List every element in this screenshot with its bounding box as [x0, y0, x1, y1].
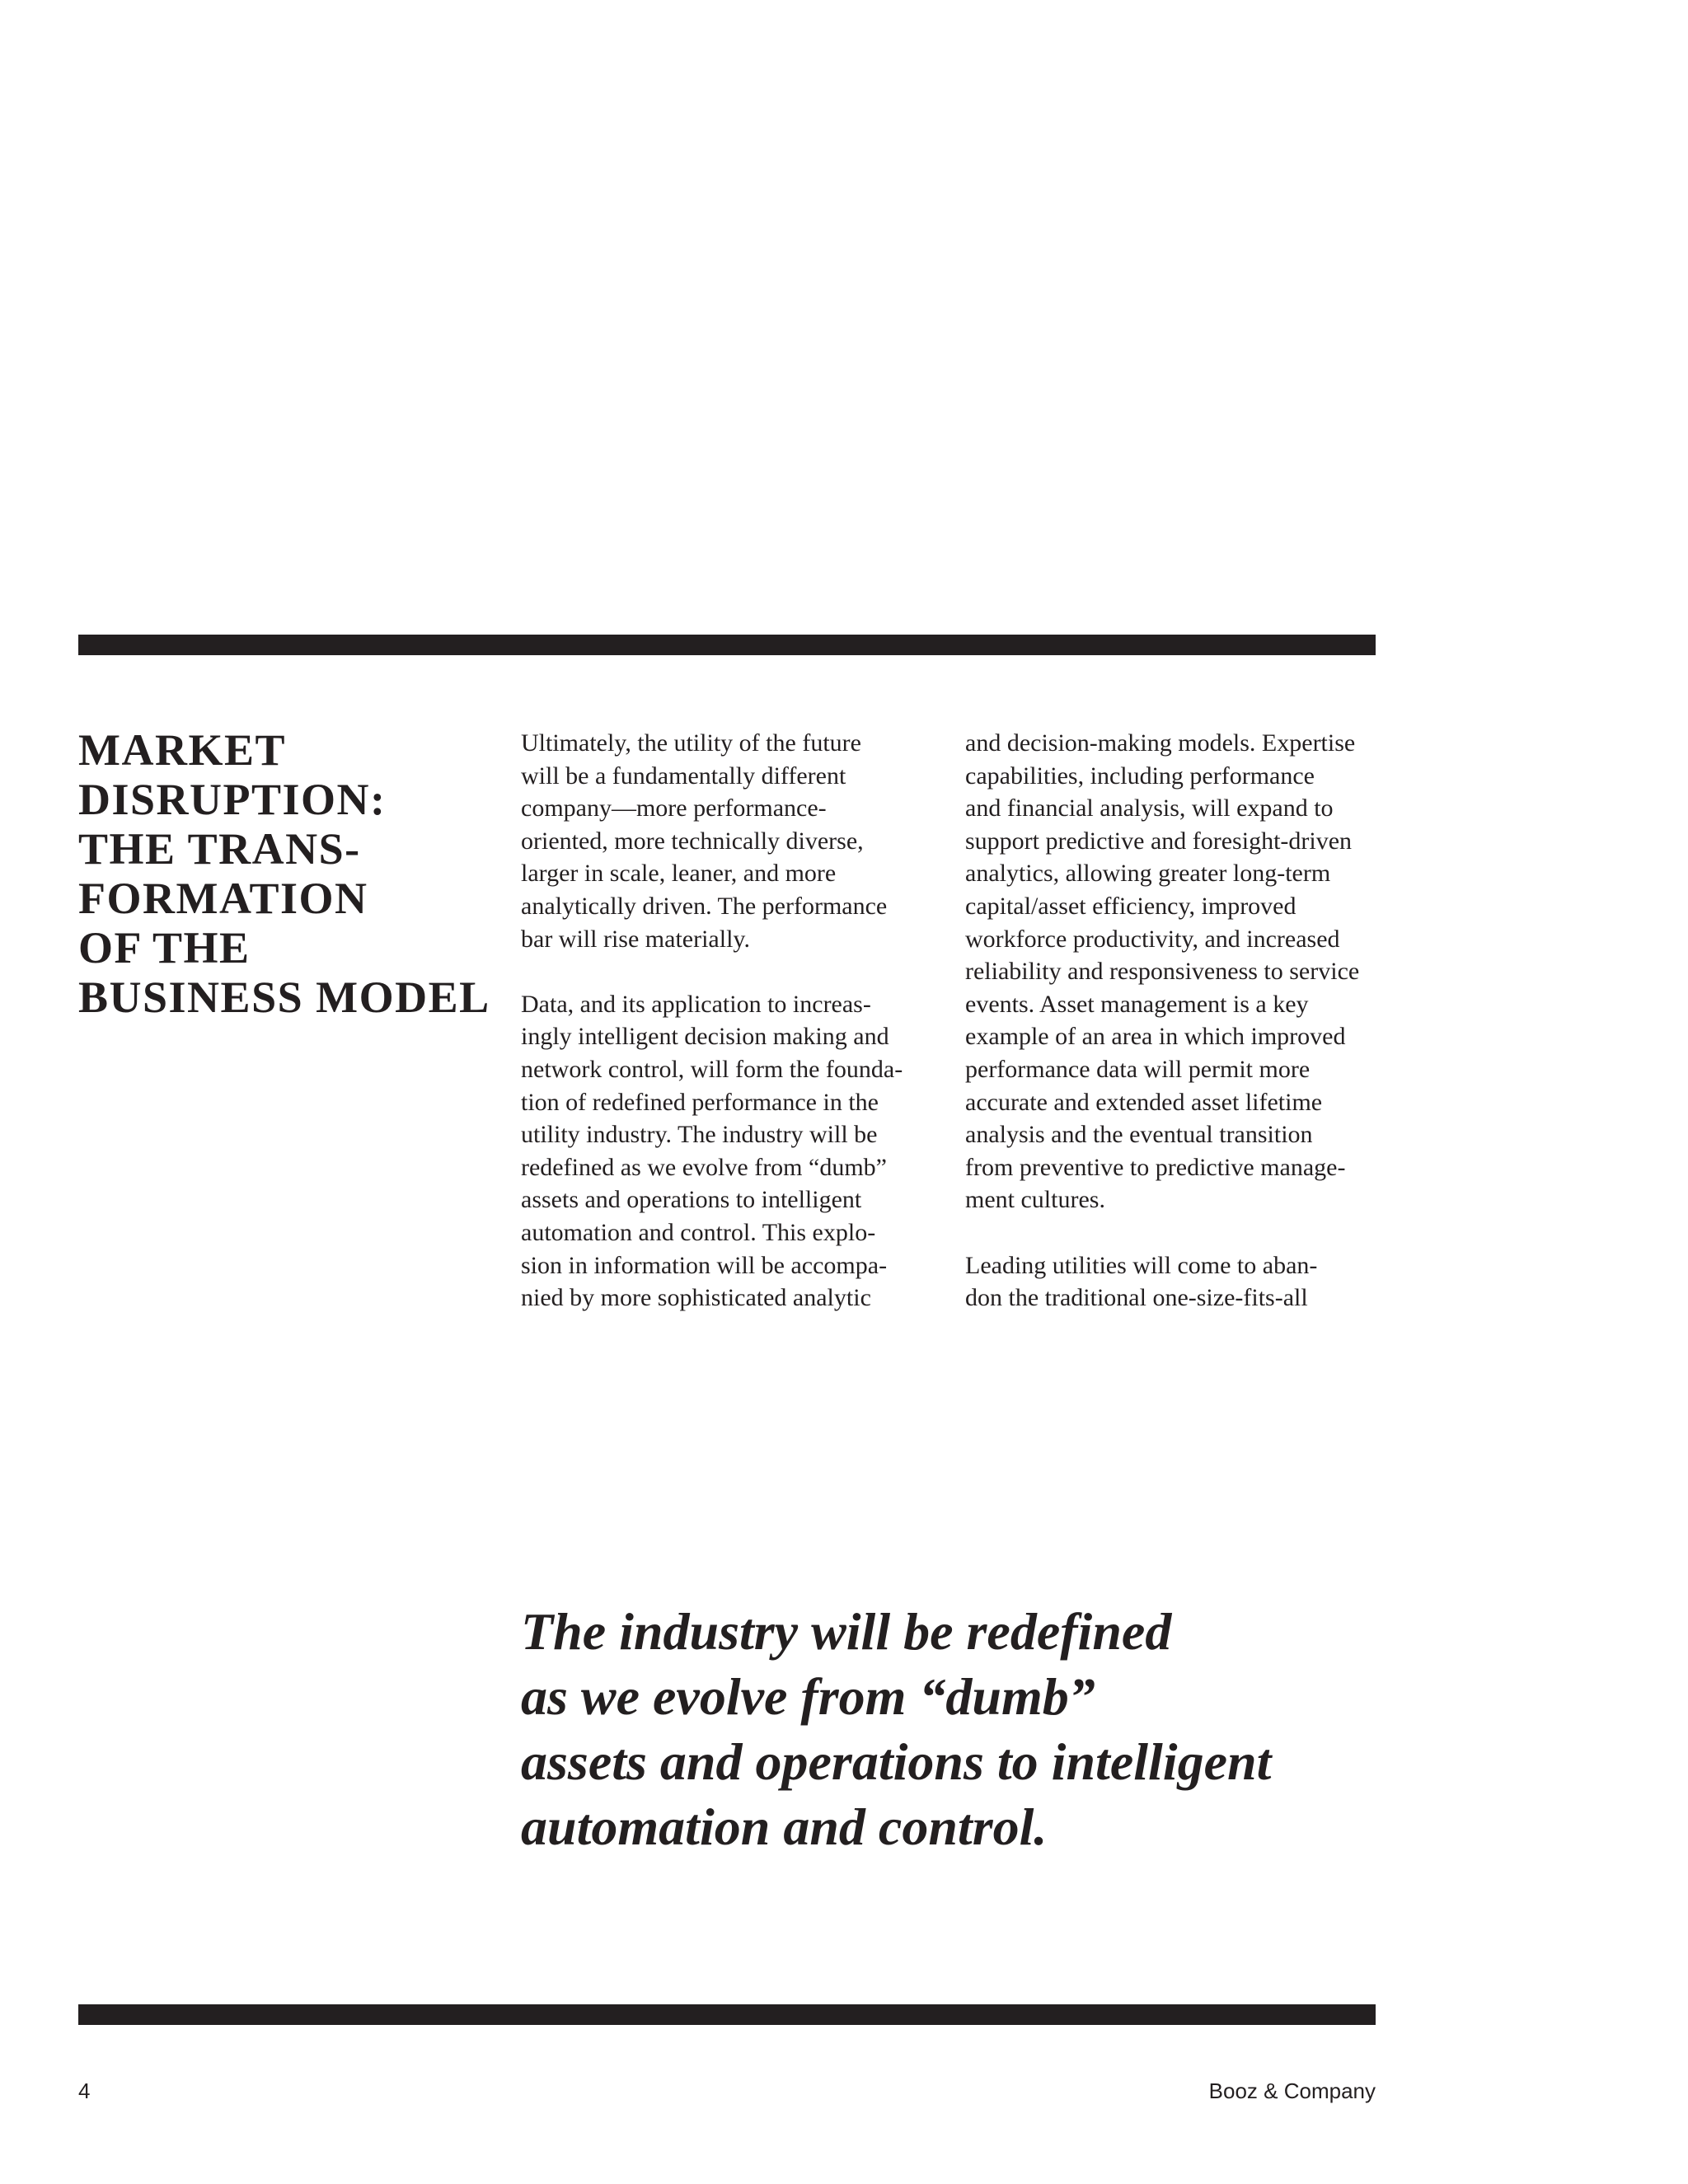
- text-line: nied by more sophisticated analytic: [521, 1284, 871, 1312]
- text-line: larger in scale, leaner, and more: [521, 860, 837, 888]
- text-line: workforce productivity, and increased: [965, 925, 1340, 953]
- text-line: Ultimately, the utility of the future: [521, 729, 861, 757]
- body-column-2: [965, 727, 1394, 1315]
- top-rule: [78, 635, 1376, 655]
- text-line: tion of redefined performance in the: [521, 1088, 879, 1116]
- text-line: company—more performance-: [521, 794, 827, 823]
- text-line: events. Asset management is a key: [965, 990, 1309, 1018]
- text-line: reliability and responsiveness to service: [965, 958, 1360, 986]
- text-line: and financial analysis, will expand to: [965, 794, 1334, 823]
- heading-line: FORMATION: [78, 874, 368, 923]
- footer-brand: Booz & Company: [1208, 2079, 1376, 2103]
- page-number: 4: [78, 2079, 91, 2103]
- body-paragraph: [521, 727, 950, 955]
- text-line: network control, will form the founda-: [521, 1055, 903, 1083]
- body-column-1: [521, 727, 950, 1315]
- pull-quote-line: as we evolve from “dumb”: [521, 1667, 1095, 1726]
- text-line: ingly intelligent decision making and: [521, 1023, 889, 1051]
- pull-quote-line: assets and operations to intelligent: [521, 1732, 1272, 1791]
- body-paragraph: [965, 727, 1394, 1216]
- text-line: Data, and its application to increas-: [521, 990, 871, 1018]
- heading-line: MARKET: [78, 725, 286, 775]
- heading-line: OF THE: [78, 923, 251, 972]
- text-line: analytics, allowing greater long-term: [965, 860, 1331, 888]
- text-line: example of an area in which improved: [965, 1023, 1346, 1051]
- text-line: performance data will permit more: [965, 1055, 1311, 1083]
- heading-line: BUSINESS MODEL: [78, 972, 490, 1022]
- text-line: and decision-making models. Expertise: [965, 729, 1356, 757]
- bottom-rule: [78, 2004, 1376, 2025]
- text-line: automation and control. This explo-: [521, 1218, 876, 1246]
- text-line: capabilities, including performance: [965, 762, 1315, 790]
- pull-quote-line: automation and control.: [521, 1797, 1048, 1856]
- text-line: don the traditional one-size-fits-all: [965, 1284, 1308, 1312]
- text-line: capital/asset efficiency, improved: [965, 892, 1296, 920]
- pull-quote-line: The industry will be redefined: [521, 1602, 1172, 1661]
- text-line: will be a fundamentally different: [521, 762, 846, 790]
- text-line: utility industry. The industry will be: [521, 1121, 878, 1149]
- heading-line: DISRUPTION:: [78, 775, 387, 824]
- text-line: analytically driven. The performance: [521, 892, 888, 920]
- text-line: redefined as we evolve from “dumb”: [521, 1153, 887, 1181]
- text-line: assets and operations to intelligent: [521, 1186, 862, 1214]
- text-line: analysis and the eventual transition: [965, 1121, 1313, 1149]
- text-line: support predictive and foresight-driven: [965, 827, 1353, 855]
- body-paragraph: [521, 988, 950, 1315]
- section-heading: [78, 725, 507, 1022]
- body-paragraph: [965, 1249, 1394, 1315]
- text-line: Leading utilities will come to aban-: [965, 1251, 1318, 1279]
- text-line: from preventive to predictive manage-: [965, 1153, 1346, 1181]
- text-line: ment cultures.: [965, 1186, 1105, 1214]
- text-line: oriented, more technically diverse,: [521, 827, 864, 855]
- text-line: accurate and extended asset lifetime: [965, 1088, 1323, 1116]
- text-line: bar will rise materially.: [521, 925, 750, 953]
- text-line: sion in information will be accompa-: [521, 1251, 888, 1279]
- pull-quote: [521, 1599, 1378, 1859]
- heading-line: THE TRANS-: [78, 824, 361, 874]
